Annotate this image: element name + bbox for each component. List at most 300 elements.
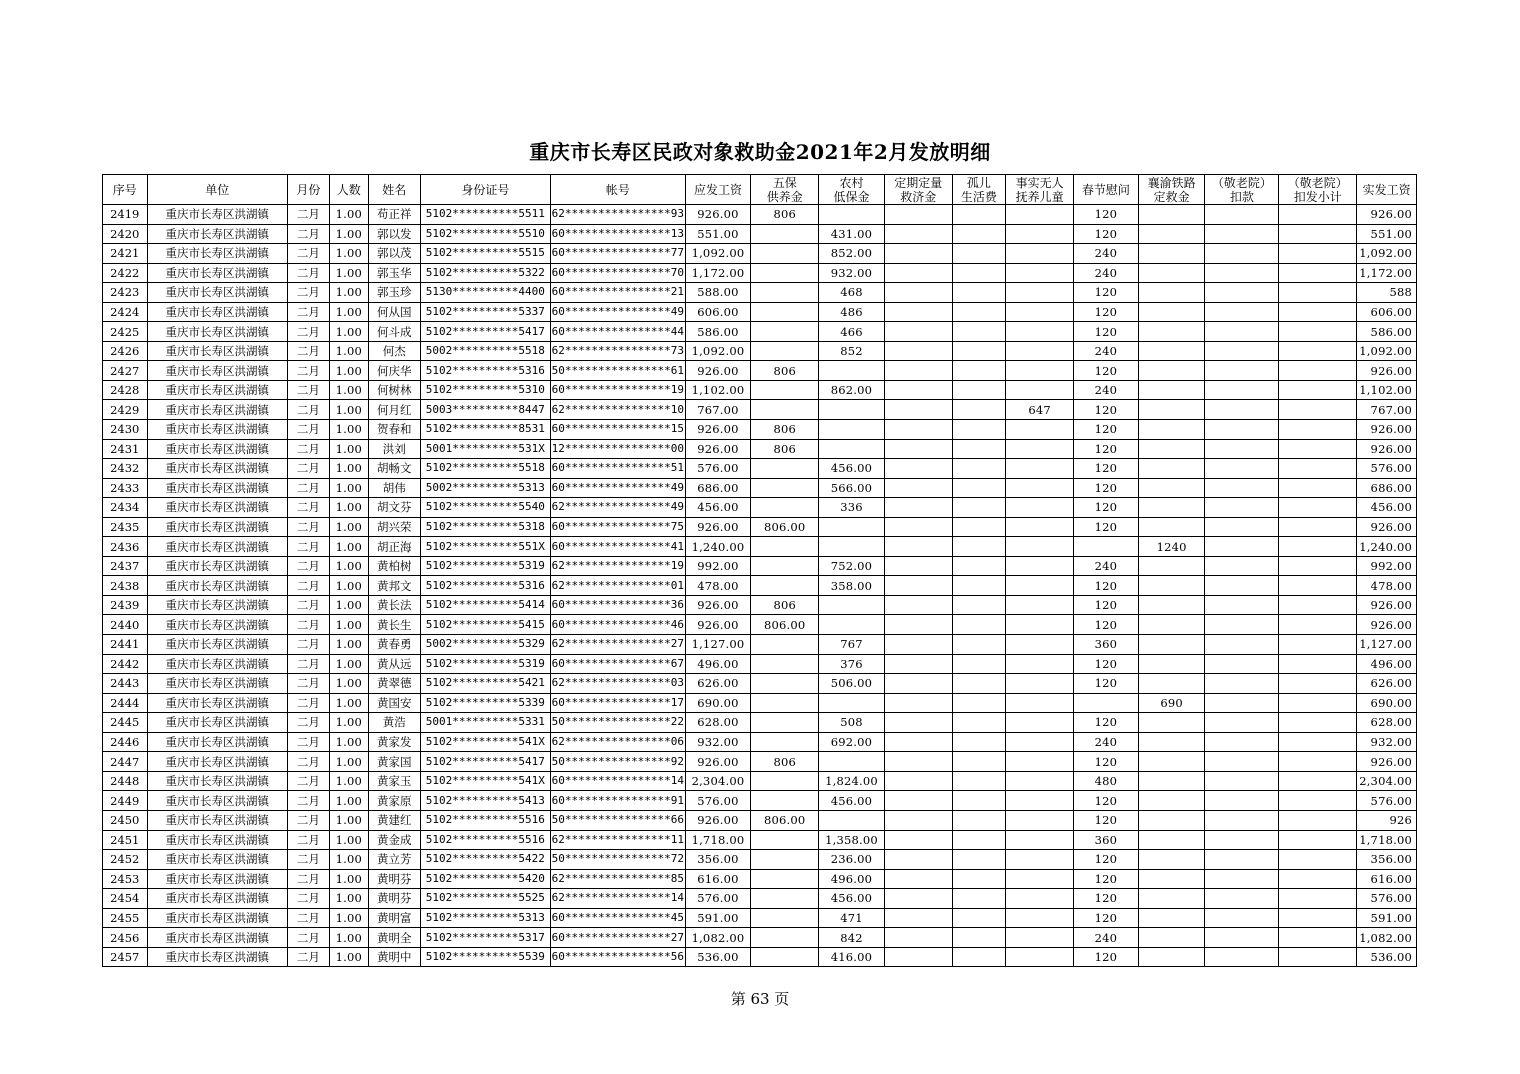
nursing-home-deduction-subtotal-cell bbox=[1279, 810, 1357, 830]
id-number-cell: 5102**********5518 bbox=[420, 459, 550, 479]
xiangyu-railway-relief-cell bbox=[1138, 771, 1205, 791]
unsupported-children-cell bbox=[1006, 341, 1074, 361]
unit-cell: 重庆市长寿区洪湖镇 bbox=[147, 576, 288, 596]
row-number-cell: 2447 bbox=[103, 752, 148, 772]
rural-subsistence-allowance-cell bbox=[819, 420, 885, 440]
xiangyu-railway-relief-cell bbox=[1138, 850, 1205, 870]
id-number-cell: 5102**********5417 bbox=[420, 322, 550, 342]
row-number-cell: 2419 bbox=[103, 205, 148, 225]
table-row bbox=[103, 498, 1417, 518]
orphan-living-cost-cell bbox=[952, 322, 1006, 342]
month-cell: 二月 bbox=[288, 380, 329, 400]
table-row bbox=[103, 869, 1417, 889]
unit-cell: 重庆市长寿区洪湖镇 bbox=[147, 635, 288, 655]
name-cell: 黄金成 bbox=[369, 830, 421, 850]
table-body bbox=[103, 205, 1417, 967]
id-number-cell: 5102**********5316 bbox=[420, 576, 550, 596]
five-guarantee-support-cell bbox=[751, 322, 819, 342]
unsupported-children-cell bbox=[1006, 869, 1074, 889]
regular-relief-cell bbox=[884, 889, 952, 909]
nursing-home-deduction-cell bbox=[1205, 713, 1279, 733]
headcount-cell: 1.00 bbox=[329, 517, 368, 537]
actual-wage-cell: 767.00 bbox=[1357, 400, 1417, 420]
unsupported-children-cell bbox=[1006, 908, 1074, 928]
regular-relief-cell bbox=[884, 947, 952, 967]
regular-relief-cell bbox=[884, 556, 952, 576]
regular-relief-cell bbox=[884, 302, 952, 322]
xiangyu-railway-relief-cell bbox=[1138, 439, 1205, 459]
id-number-cell: 5002**********5313 bbox=[420, 478, 550, 498]
header-row bbox=[103, 175, 1417, 205]
actual-wage-cell: 926.00 bbox=[1357, 420, 1417, 440]
orphan-living-cost-cell bbox=[952, 263, 1006, 283]
table-row bbox=[103, 400, 1417, 420]
headcount-cell: 1.00 bbox=[329, 752, 368, 772]
payable-wage-cell: 1,092.00 bbox=[685, 244, 751, 264]
regular-relief-cell bbox=[884, 908, 952, 928]
id-number-cell: 5130**********4400 bbox=[420, 283, 550, 303]
regular-relief-cell bbox=[884, 615, 952, 635]
five-guarantee-support-cell bbox=[751, 498, 819, 518]
id-number-cell: 5002**********5518 bbox=[420, 341, 550, 361]
orphan-living-cost-cell bbox=[952, 635, 1006, 655]
spring-festival-condolence-cell: 120 bbox=[1074, 752, 1139, 772]
nursing-home-deduction-subtotal-cell bbox=[1279, 478, 1357, 498]
column-header: 序号 bbox=[103, 175, 148, 205]
actual-wage-cell: 576.00 bbox=[1357, 791, 1417, 811]
id-number-cell: 5102**********5413 bbox=[420, 791, 550, 811]
name-cell: 何斗成 bbox=[369, 322, 421, 342]
nursing-home-deduction-cell bbox=[1205, 283, 1279, 303]
name-cell: 黄明中 bbox=[369, 947, 421, 967]
spring-festival-condolence-cell: 120 bbox=[1074, 654, 1139, 674]
regular-relief-cell bbox=[884, 595, 952, 615]
xiangyu-railway-relief-cell bbox=[1138, 908, 1205, 928]
name-cell: 郭玉珍 bbox=[369, 283, 421, 303]
name-cell: 何月红 bbox=[369, 400, 421, 420]
id-number-cell: 5003**********8447 bbox=[420, 400, 550, 420]
month-cell: 二月 bbox=[288, 595, 329, 615]
nursing-home-deduction-subtotal-cell bbox=[1279, 205, 1357, 225]
orphan-living-cost-cell bbox=[952, 752, 1006, 772]
month-cell: 二月 bbox=[288, 635, 329, 655]
actual-wage-cell: 626.00 bbox=[1357, 674, 1417, 694]
actual-wage-cell: 926.00 bbox=[1357, 517, 1417, 537]
row-number-cell: 2427 bbox=[103, 361, 148, 381]
table-row bbox=[103, 850, 1417, 870]
orphan-living-cost-cell bbox=[952, 244, 1006, 264]
orphan-living-cost-cell bbox=[952, 380, 1006, 400]
month-cell: 二月 bbox=[288, 830, 329, 850]
payable-wage-cell: 1,172.00 bbox=[685, 263, 751, 283]
headcount-cell: 1.00 bbox=[329, 771, 368, 791]
orphan-living-cost-cell bbox=[952, 850, 1006, 870]
account-number-cell: 62****************10 bbox=[551, 400, 686, 420]
nursing-home-deduction-cell bbox=[1205, 732, 1279, 752]
nursing-home-deduction-subtotal-cell bbox=[1279, 302, 1357, 322]
rural-subsistence-allowance-cell: 236.00 bbox=[819, 850, 885, 870]
unsupported-children-cell bbox=[1006, 752, 1074, 772]
headcount-cell: 1.00 bbox=[329, 791, 368, 811]
table-row bbox=[103, 537, 1417, 557]
payable-wage-cell: 992.00 bbox=[685, 556, 751, 576]
payable-wage-cell: 576.00 bbox=[685, 459, 751, 479]
column-header: （敬老院） 扣款 bbox=[1205, 175, 1279, 205]
unit-cell: 重庆市长寿区洪湖镇 bbox=[147, 322, 288, 342]
five-guarantee-support-cell bbox=[751, 224, 819, 244]
account-number-cell: 60****************44 bbox=[551, 322, 686, 342]
spring-festival-condolence-cell: 360 bbox=[1074, 635, 1139, 655]
month-cell: 二月 bbox=[288, 341, 329, 361]
id-number-cell: 5102**********541X bbox=[420, 771, 550, 791]
name-cell: 郭以发 bbox=[369, 224, 421, 244]
account-number-cell: 60****************17 bbox=[551, 693, 686, 713]
nursing-home-deduction-subtotal-cell bbox=[1279, 517, 1357, 537]
unsupported-children-cell bbox=[1006, 771, 1074, 791]
name-cell: 黄立芳 bbox=[369, 850, 421, 870]
account-number-cell: 60****************49 bbox=[551, 478, 686, 498]
xiangyu-railway-relief-cell bbox=[1138, 810, 1205, 830]
nursing-home-deduction-subtotal-cell bbox=[1279, 693, 1357, 713]
spring-festival-condolence-cell: 120 bbox=[1074, 674, 1139, 694]
id-number-cell: 5102**********5525 bbox=[420, 889, 550, 909]
row-number-cell: 2438 bbox=[103, 576, 148, 596]
orphan-living-cost-cell bbox=[952, 205, 1006, 225]
five-guarantee-support-cell: 806 bbox=[751, 361, 819, 381]
id-number-cell: 5102**********551X bbox=[420, 537, 550, 557]
table-row bbox=[103, 771, 1417, 791]
nursing-home-deduction-cell bbox=[1205, 595, 1279, 615]
month-cell: 二月 bbox=[288, 224, 329, 244]
table-row bbox=[103, 635, 1417, 655]
table-row bbox=[103, 420, 1417, 440]
account-number-cell: 60****************13 bbox=[551, 224, 686, 244]
nursing-home-deduction-cell bbox=[1205, 635, 1279, 655]
unit-cell: 重庆市长寿区洪湖镇 bbox=[147, 771, 288, 791]
id-number-cell: 5102**********5337 bbox=[420, 302, 550, 322]
five-guarantee-support-cell bbox=[751, 928, 819, 948]
spring-festival-condolence-cell: 240 bbox=[1074, 380, 1139, 400]
regular-relief-cell bbox=[884, 810, 952, 830]
rural-subsistence-allowance-cell bbox=[819, 361, 885, 381]
headcount-cell: 1.00 bbox=[329, 674, 368, 694]
nursing-home-deduction-cell bbox=[1205, 263, 1279, 283]
name-cell: 黄明全 bbox=[369, 928, 421, 948]
headcount-cell: 1.00 bbox=[329, 654, 368, 674]
row-number-cell: 2420 bbox=[103, 224, 148, 244]
unsupported-children-cell bbox=[1006, 595, 1074, 615]
id-number-cell: 5102**********5516 bbox=[420, 810, 550, 830]
rural-subsistence-allowance-cell: 862.00 bbox=[819, 380, 885, 400]
unsupported-children-cell bbox=[1006, 361, 1074, 381]
nursing-home-deduction-subtotal-cell bbox=[1279, 576, 1357, 596]
orphan-living-cost-cell bbox=[952, 498, 1006, 518]
payable-wage-cell: 588.00 bbox=[685, 283, 751, 303]
unsupported-children-cell bbox=[1006, 889, 1074, 909]
nursing-home-deduction-cell bbox=[1205, 498, 1279, 518]
rural-subsistence-allowance-cell: 416.00 bbox=[819, 947, 885, 967]
payable-wage-cell: 576.00 bbox=[685, 791, 751, 811]
unsupported-children-cell bbox=[1006, 810, 1074, 830]
unit-cell: 重庆市长寿区洪湖镇 bbox=[147, 908, 288, 928]
actual-wage-cell: 616.00 bbox=[1357, 869, 1417, 889]
five-guarantee-support-cell bbox=[751, 850, 819, 870]
xiangyu-railway-relief-cell bbox=[1138, 869, 1205, 889]
month-cell: 二月 bbox=[288, 537, 329, 557]
orphan-living-cost-cell bbox=[952, 556, 1006, 576]
account-number-cell: 50****************72 bbox=[551, 850, 686, 870]
regular-relief-cell bbox=[884, 635, 952, 655]
rural-subsistence-allowance-cell bbox=[819, 693, 885, 713]
rural-subsistence-allowance-cell: 767 bbox=[819, 635, 885, 655]
payable-wage-cell: 1,718.00 bbox=[685, 830, 751, 850]
column-header: 帐号 bbox=[551, 175, 686, 205]
nursing-home-deduction-subtotal-cell bbox=[1279, 595, 1357, 615]
five-guarantee-support-cell bbox=[751, 791, 819, 811]
five-guarantee-support-cell bbox=[751, 889, 819, 909]
spring-festival-condolence-cell: 120 bbox=[1074, 478, 1139, 498]
rural-subsistence-allowance-cell bbox=[819, 517, 885, 537]
five-guarantee-support-cell bbox=[751, 713, 819, 733]
nursing-home-deduction-subtotal-cell bbox=[1279, 263, 1357, 283]
month-cell: 二月 bbox=[288, 556, 329, 576]
spring-festival-condolence-cell: 120 bbox=[1074, 439, 1139, 459]
nursing-home-deduction-subtotal-cell bbox=[1279, 947, 1357, 967]
five-guarantee-support-cell bbox=[751, 302, 819, 322]
spring-festival-condolence-cell: 240 bbox=[1074, 341, 1139, 361]
five-guarantee-support-cell bbox=[751, 380, 819, 400]
name-cell: 洪刘 bbox=[369, 439, 421, 459]
actual-wage-cell: 1,082.00 bbox=[1357, 928, 1417, 948]
regular-relief-cell bbox=[884, 732, 952, 752]
rural-subsistence-allowance-cell: 468 bbox=[819, 283, 885, 303]
regular-relief-cell bbox=[884, 361, 952, 381]
unsupported-children-cell bbox=[1006, 380, 1074, 400]
id-number-cell: 5102**********5516 bbox=[420, 830, 550, 850]
column-header: 姓名 bbox=[369, 175, 421, 205]
xiangyu-railway-relief-cell bbox=[1138, 830, 1205, 850]
month-cell: 二月 bbox=[288, 947, 329, 967]
account-number-cell: 60****************41 bbox=[551, 537, 686, 557]
id-number-cell: 5102**********541X bbox=[420, 732, 550, 752]
unsupported-children-cell bbox=[1006, 302, 1074, 322]
table-row bbox=[103, 595, 1417, 615]
unsupported-children-cell bbox=[1006, 635, 1074, 655]
unsupported-children-cell bbox=[1006, 420, 1074, 440]
payable-wage-cell: 576.00 bbox=[685, 889, 751, 909]
payable-wage-cell: 551.00 bbox=[685, 224, 751, 244]
headcount-cell: 1.00 bbox=[329, 478, 368, 498]
regular-relief-cell bbox=[884, 224, 952, 244]
five-guarantee-support-cell bbox=[751, 478, 819, 498]
unit-cell: 重庆市长寿区洪湖镇 bbox=[147, 869, 288, 889]
row-number-cell: 2426 bbox=[103, 341, 148, 361]
payable-wage-cell: 926.00 bbox=[685, 595, 751, 615]
row-number-cell: 2451 bbox=[103, 830, 148, 850]
rural-subsistence-allowance-cell bbox=[819, 439, 885, 459]
orphan-living-cost-cell bbox=[952, 478, 1006, 498]
payable-wage-cell: 478.00 bbox=[685, 576, 751, 596]
id-number-cell: 5102**********5511 bbox=[420, 205, 550, 225]
account-number-cell: 62****************93 bbox=[551, 205, 686, 225]
account-number-cell: 60****************51 bbox=[551, 459, 686, 479]
actual-wage-cell: 628.00 bbox=[1357, 713, 1417, 733]
rural-subsistence-allowance-cell: 752.00 bbox=[819, 556, 885, 576]
regular-relief-cell bbox=[884, 576, 952, 596]
spring-festival-condolence-cell: 120 bbox=[1074, 908, 1139, 928]
unit-cell: 重庆市长寿区洪湖镇 bbox=[147, 556, 288, 576]
regular-relief-cell bbox=[884, 400, 952, 420]
unit-cell: 重庆市长寿区洪湖镇 bbox=[147, 615, 288, 635]
table-row bbox=[103, 205, 1417, 225]
unsupported-children-cell bbox=[1006, 556, 1074, 576]
nursing-home-deduction-subtotal-cell bbox=[1279, 850, 1357, 870]
nursing-home-deduction-subtotal-cell bbox=[1279, 341, 1357, 361]
unsupported-children-cell bbox=[1006, 439, 1074, 459]
headcount-cell: 1.00 bbox=[329, 928, 368, 948]
spring-festival-condolence-cell: 240 bbox=[1074, 263, 1139, 283]
account-number-cell: 60****************15 bbox=[551, 420, 686, 440]
unit-cell: 重庆市长寿区洪湖镇 bbox=[147, 478, 288, 498]
nursing-home-deduction-subtotal-cell bbox=[1279, 791, 1357, 811]
payable-wage-cell: 926.00 bbox=[685, 420, 751, 440]
id-number-cell: 5102**********5317 bbox=[420, 928, 550, 948]
table-row bbox=[103, 713, 1417, 733]
nursing-home-deduction-cell bbox=[1205, 576, 1279, 596]
name-cell: 何树林 bbox=[369, 380, 421, 400]
unit-cell: 重庆市长寿区洪湖镇 bbox=[147, 459, 288, 479]
actual-wage-cell: 588 bbox=[1357, 283, 1417, 303]
rural-subsistence-allowance-cell: 358.00 bbox=[819, 576, 885, 596]
name-cell: 黄明芬 bbox=[369, 889, 421, 909]
nursing-home-deduction-subtotal-cell bbox=[1279, 771, 1357, 791]
spring-festival-condolence-cell: 120 bbox=[1074, 889, 1139, 909]
five-guarantee-support-cell bbox=[751, 947, 819, 967]
nursing-home-deduction-subtotal-cell bbox=[1279, 869, 1357, 889]
unit-cell: 重庆市长寿区洪湖镇 bbox=[147, 439, 288, 459]
five-guarantee-support-cell bbox=[751, 908, 819, 928]
headcount-cell: 1.00 bbox=[329, 889, 368, 909]
unsupported-children-cell bbox=[1006, 693, 1074, 713]
table-row bbox=[103, 341, 1417, 361]
name-cell: 黄柏树 bbox=[369, 556, 421, 576]
five-guarantee-support-cell: 806 bbox=[751, 439, 819, 459]
month-cell: 二月 bbox=[288, 713, 329, 733]
account-number-cell: 62****************27 bbox=[551, 635, 686, 655]
unit-cell: 重庆市长寿区洪湖镇 bbox=[147, 224, 288, 244]
account-number-cell: 60****************91 bbox=[551, 791, 686, 811]
payable-wage-cell: 926.00 bbox=[685, 810, 751, 830]
unit-cell: 重庆市长寿区洪湖镇 bbox=[147, 263, 288, 283]
row-number-cell: 2446 bbox=[103, 732, 148, 752]
account-number-cell: 60****************45 bbox=[551, 908, 686, 928]
id-number-cell: 5002**********5329 bbox=[420, 635, 550, 655]
five-guarantee-support-cell bbox=[751, 556, 819, 576]
xiangyu-railway-relief-cell bbox=[1138, 263, 1205, 283]
spring-festival-condolence-cell: 240 bbox=[1074, 928, 1139, 948]
regular-relief-cell bbox=[884, 283, 952, 303]
nursing-home-deduction-cell bbox=[1205, 810, 1279, 830]
row-number-cell: 2448 bbox=[103, 771, 148, 791]
five-guarantee-support-cell bbox=[751, 771, 819, 791]
payable-wage-cell: 616.00 bbox=[685, 869, 751, 889]
table-row bbox=[103, 439, 1417, 459]
nursing-home-deduction-subtotal-cell bbox=[1279, 889, 1357, 909]
nursing-home-deduction-subtotal-cell bbox=[1279, 830, 1357, 850]
account-number-cell: 12****************00 bbox=[551, 439, 686, 459]
row-number-cell: 2434 bbox=[103, 498, 148, 518]
table-row bbox=[103, 752, 1417, 772]
xiangyu-railway-relief-cell bbox=[1138, 556, 1205, 576]
xiangyu-railway-relief-cell bbox=[1138, 283, 1205, 303]
month-cell: 二月 bbox=[288, 791, 329, 811]
table-row bbox=[103, 556, 1417, 576]
month-cell: 二月 bbox=[288, 674, 329, 694]
table-row bbox=[103, 908, 1417, 928]
row-number-cell: 2441 bbox=[103, 635, 148, 655]
headcount-cell: 1.00 bbox=[329, 498, 368, 518]
payable-wage-cell: 456.00 bbox=[685, 498, 751, 518]
actual-wage-cell: 992.00 bbox=[1357, 556, 1417, 576]
payable-wage-cell: 628.00 bbox=[685, 713, 751, 733]
payable-wage-cell: 926.00 bbox=[685, 517, 751, 537]
table-row bbox=[103, 322, 1417, 342]
orphan-living-cost-cell bbox=[952, 810, 1006, 830]
orphan-living-cost-cell bbox=[952, 830, 1006, 850]
regular-relief-cell bbox=[884, 263, 952, 283]
xiangyu-railway-relief-cell bbox=[1138, 498, 1205, 518]
actual-wage-cell: 932.00 bbox=[1357, 732, 1417, 752]
spring-festival-condolence-cell: 120 bbox=[1074, 283, 1139, 303]
orphan-living-cost-cell bbox=[952, 361, 1006, 381]
five-guarantee-support-cell bbox=[751, 693, 819, 713]
id-number-cell: 5102**********5420 bbox=[420, 869, 550, 889]
payable-wage-cell: 1,240.00 bbox=[685, 537, 751, 557]
row-number-cell: 2428 bbox=[103, 380, 148, 400]
headcount-cell: 1.00 bbox=[329, 283, 368, 303]
regular-relief-cell bbox=[884, 420, 952, 440]
name-cell: 郭以茂 bbox=[369, 244, 421, 264]
xiangyu-railway-relief-cell bbox=[1138, 595, 1205, 615]
spring-festival-condolence-cell bbox=[1074, 693, 1139, 713]
orphan-living-cost-cell bbox=[952, 459, 1006, 479]
spring-festival-condolence-cell: 120 bbox=[1074, 850, 1139, 870]
table-row bbox=[103, 654, 1417, 674]
nursing-home-deduction-cell bbox=[1205, 322, 1279, 342]
actual-wage-cell: 586.00 bbox=[1357, 322, 1417, 342]
xiangyu-railway-relief-cell bbox=[1138, 244, 1205, 264]
unsupported-children-cell bbox=[1006, 791, 1074, 811]
month-cell: 二月 bbox=[288, 361, 329, 381]
rural-subsistence-allowance-cell bbox=[819, 205, 885, 225]
nursing-home-deduction-cell bbox=[1205, 380, 1279, 400]
headcount-cell: 1.00 bbox=[329, 341, 368, 361]
actual-wage-cell: 2,304.00 bbox=[1357, 771, 1417, 791]
account-number-cell: 62****************85 bbox=[551, 869, 686, 889]
five-guarantee-support-cell bbox=[751, 635, 819, 655]
name-cell: 黄长法 bbox=[369, 595, 421, 615]
row-number-cell: 2445 bbox=[103, 713, 148, 733]
month-cell: 二月 bbox=[288, 908, 329, 928]
account-number-cell: 60****************27 bbox=[551, 928, 686, 948]
xiangyu-railway-relief-cell bbox=[1138, 635, 1205, 655]
spring-festival-condolence-cell: 120 bbox=[1074, 576, 1139, 596]
actual-wage-cell: 926.00 bbox=[1357, 752, 1417, 772]
headcount-cell: 1.00 bbox=[329, 869, 368, 889]
regular-relief-cell bbox=[884, 771, 952, 791]
row-number-cell: 2450 bbox=[103, 810, 148, 830]
unsupported-children-cell bbox=[1006, 713, 1074, 733]
